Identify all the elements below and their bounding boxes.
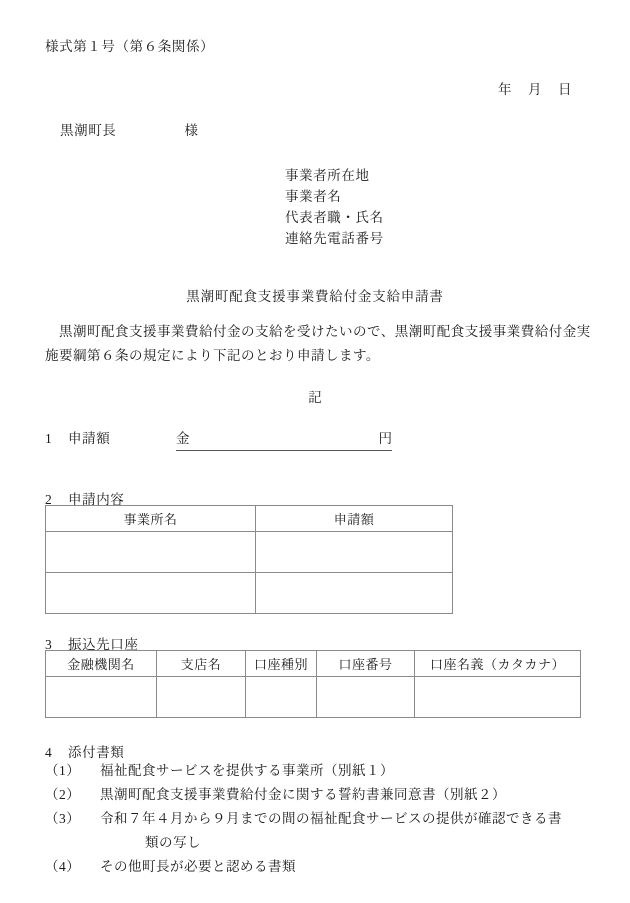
date-month-label: 月 [528, 82, 542, 97]
list-item [45, 855, 591, 879]
addressee [60, 124, 199, 138]
form-number: 様式第１号（第６条関係） [45, 39, 215, 54]
section2-number: 2 [45, 492, 53, 507]
attachment-marker: （3） [45, 811, 81, 826]
attachment-text: 福祉配食サービスを提供する事業所（別紙１） [100, 763, 394, 778]
table-row [46, 677, 581, 718]
section1-number: 1 [45, 431, 53, 446]
table-header-row [46, 651, 581, 677]
list-item [45, 807, 591, 855]
office-name-cell[interactable] [46, 573, 256, 614]
table-row [46, 532, 453, 573]
applicant-block [285, 165, 384, 249]
document-title: 黒潮町配食支援事業費給付金支給申請書 [186, 289, 444, 304]
currency-suffix: 円 [378, 431, 392, 446]
bank-name-cell[interactable] [46, 677, 157, 718]
attachment-marker: （1） [45, 763, 81, 778]
column-header-account-type: 口座種別 [246, 651, 317, 677]
applicant-phone-label: 連絡先電話番号 [285, 231, 384, 246]
section4-number: 4 [45, 745, 53, 760]
table-row [46, 573, 453, 614]
section2-label: 申請内容 [68, 492, 125, 507]
section3-label: 振込先口座 [68, 637, 139, 652]
list-item [45, 759, 591, 783]
bank-account-table [45, 650, 581, 718]
office-name-cell[interactable] [46, 532, 256, 573]
attachment-list [45, 759, 591, 879]
applicant-name-label: 事業者名 [285, 189, 342, 204]
amount-cell[interactable] [256, 532, 453, 573]
account-number-cell[interactable] [317, 677, 415, 718]
attachment-text: その他町長が必要と認める書類 [100, 859, 296, 874]
section4-label: 添付書類 [68, 745, 125, 760]
body-paragraph: 黒潮町配食支援事業費給付金の支給を受けたいので、黒潮町配食支援事業費給付金実施要綱第６条の規定により下記のとおり申請します。 [45, 324, 591, 363]
attachment-text [100, 807, 591, 855]
amount-cell[interactable] [256, 573, 453, 614]
section1-label: 申請額 [68, 431, 111, 446]
applicant-address-label: 事業者所在地 [285, 168, 370, 183]
column-header-office-name: 事業所名 [46, 506, 256, 532]
account-holder-cell[interactable] [415, 677, 581, 718]
column-header-account-number: 口座番号 [317, 651, 415, 677]
column-header-account-holder: 口座名義（カタカナ） [415, 651, 581, 677]
column-header-amount: 申請額 [256, 506, 453, 532]
section1-heading [45, 427, 110, 447]
table-header-row [46, 506, 453, 532]
section4-heading [45, 741, 124, 761]
account-type-cell[interactable] [246, 677, 317, 718]
attachment-marker: （4） [45, 859, 81, 874]
addressee-honorific: 様 [184, 123, 199, 138]
column-header-branch-name: 支店名 [157, 651, 246, 677]
attachment-text-line2: 類の写し [145, 835, 201, 850]
attachment-text-line1: 令和７年４月から９月までの間の福祉配食サービスの提供が確認できる書 [100, 811, 562, 826]
list-item [45, 783, 591, 807]
amount-input-line[interactable] [176, 427, 392, 451]
attachment-marker: （2） [45, 787, 81, 802]
addressee-name: 黒潮町長 [60, 123, 117, 138]
column-header-bank-name: 金融機関名 [46, 651, 157, 677]
attachment-text: 黒潮町配食支援事業費給付金に関する誓約書兼同意書（別紙２） [100, 787, 506, 802]
applicant-representative-label: 代表者職・氏名 [285, 210, 384, 225]
application-detail-table [45, 505, 453, 614]
branch-name-cell[interactable] [157, 677, 246, 718]
date-year-label: 年 [498, 82, 512, 97]
date-line [498, 83, 572, 97]
section3-number: 3 [45, 637, 53, 652]
currency-prefix: 金 [176, 431, 190, 446]
ki-marker: 記 [308, 390, 322, 405]
date-day-label: 日 [558, 82, 572, 97]
